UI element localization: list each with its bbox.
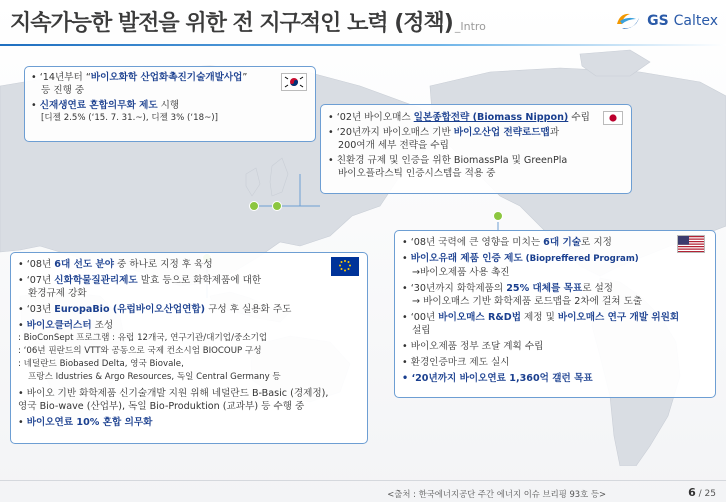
korea-item-1-cont: 등 진행 중	[41, 85, 85, 96]
usa-policy-box	[394, 230, 716, 398]
japan-policy-box	[320, 104, 632, 194]
logo-text-caltex: Caltex	[673, 13, 718, 29]
korea-location-marker	[250, 202, 259, 211]
korea-item-1: • ‘14년부터 “바이오화학 산업화촉진기술개발사업”	[31, 72, 248, 83]
eu-item-4: • 바이오클러스터 조성	[18, 320, 114, 331]
korea-policy-box	[24, 66, 316, 142]
japan-flag-icon	[603, 111, 623, 125]
eu-item-2: • ‘07년 신화학물질관리제도 발효 등으로 화학제품에 대한	[18, 275, 262, 286]
source-note: <출처 : 한국에너지공단 주간 에너지 이슈 브리핑 93호 등>	[387, 489, 606, 499]
page-number-total: / 25	[698, 489, 716, 499]
gs-caltex-logo-icon	[614, 10, 642, 32]
title-bar	[0, 0, 726, 44]
korea-flag-icon	[281, 73, 307, 91]
japan-item-2-cont: 200여개 세부 전략을 수립	[338, 140, 449, 151]
eu-item-5-cont: 영국 Bio-wave (산업부), 독일 Bio-Produktion (교과부) 등 수행 중	[18, 401, 305, 412]
company-logo	[614, 9, 718, 33]
page-title: 지속가능한 발전을 위한 전 지구적인 노력 (정책) _Intro	[10, 11, 486, 36]
japan-item-2: • ‘20년까지 바이오매스 기반 바이오산업 전략로드맵과	[328, 127, 560, 138]
japan-item-1: • ‘02년 바이오매스 일본종합전략 (Biomass Nippon) 수립	[328, 112, 590, 123]
korea-item-2: • 신재생연료 혼합의무화 제도 시행	[31, 100, 180, 111]
usa-item-2-cont: →바이오제품 사용 촉진	[412, 267, 510, 278]
japan-item-3: • 친환경 규제 및 인증을 위한 BiomassPla 및 GreenPla	[328, 155, 568, 166]
eu-item-4-detail-1: : BioConSept 프로그램 : 유럽 12개국, 연구기관/대기업/중소기업	[18, 333, 268, 343]
logo-text-gs: GS	[647, 13, 669, 29]
usa-flag-icon	[677, 235, 705, 253]
korea-item-2-detail: [디젤 2.5% (‘15. 7. 31.~), 디젤 3% (‘18~)]	[41, 113, 218, 123]
eu-item-6: • 바이오연료 10% 혼합 의무화	[18, 417, 153, 428]
japan-location-marker	[273, 202, 282, 211]
usa-item-4-cont: 설립	[412, 325, 431, 336]
japan-item-3-cont: 바이오플라스틱 인증시스템을 적용 중	[338, 168, 496, 179]
usa-item-5: • 바이오제품 정부 조달 계획 수립	[402, 341, 544, 352]
usa-item-3-cont: → 바이오매스 기반 화학제품 로드맵을 2차에 걸쳐 도출	[412, 296, 643, 307]
usa-item-7: • ‘20년까지 바이오연료 1,360억 갤런 목표	[402, 373, 593, 384]
page-subtitle: _Intro	[454, 20, 486, 33]
usa-item-3: • ‘30년까지 화학제품의 25% 대체를 목표로 설정	[402, 283, 614, 294]
eu-policy-box	[10, 252, 368, 444]
page-number	[688, 486, 716, 499]
eu-item-4-detail-4: 프랑스 Idustries & Argo Resources, 독일 Central Germany 등	[28, 372, 281, 382]
eu-item-4-detail-2: : ‘06년 핀란드의 VTT와 공동으로 국제 컨소시엄 BIOCOUP 구성	[18, 346, 262, 356]
eu-flag-icon	[331, 257, 359, 276]
eu-item-4-detail-3: : 네덜란드 Biobased Delta, 영국 Biovale,	[18, 359, 184, 369]
page-number-current: 6	[688, 486, 696, 499]
eu-item-2-cont: 환경규제 강화	[28, 288, 87, 299]
usa-item-2: • 바이오유래 제품 인증 제도 (Biopreffered Program)	[402, 253, 639, 264]
eu-item-5: • 바이오 기반 화학제품 신기술개발 지원 위해 네덜란드 B-Basic (경제정),	[18, 388, 329, 399]
footer-divider	[0, 480, 726, 481]
eu-item-1: • ‘08년 6대 선도 분야 중 하나로 지정 후 육성	[18, 259, 213, 270]
usa-location-marker	[494, 212, 503, 221]
usa-item-4: • ‘00년 바이오매스 R&D법 제정 및 바이오매스 연구 개발 위원회	[402, 312, 680, 323]
eu-item-3: • ‘03년 EuropaBio (유럽바이오산업연합) 구성 후 실용화 주도	[18, 304, 292, 315]
usa-item-1: • ‘08년 국력에 큰 영향을 미치는 6대 기술로 지정	[402, 237, 612, 248]
usa-item-6: • 환경인증마크 제도 실시	[402, 357, 510, 368]
